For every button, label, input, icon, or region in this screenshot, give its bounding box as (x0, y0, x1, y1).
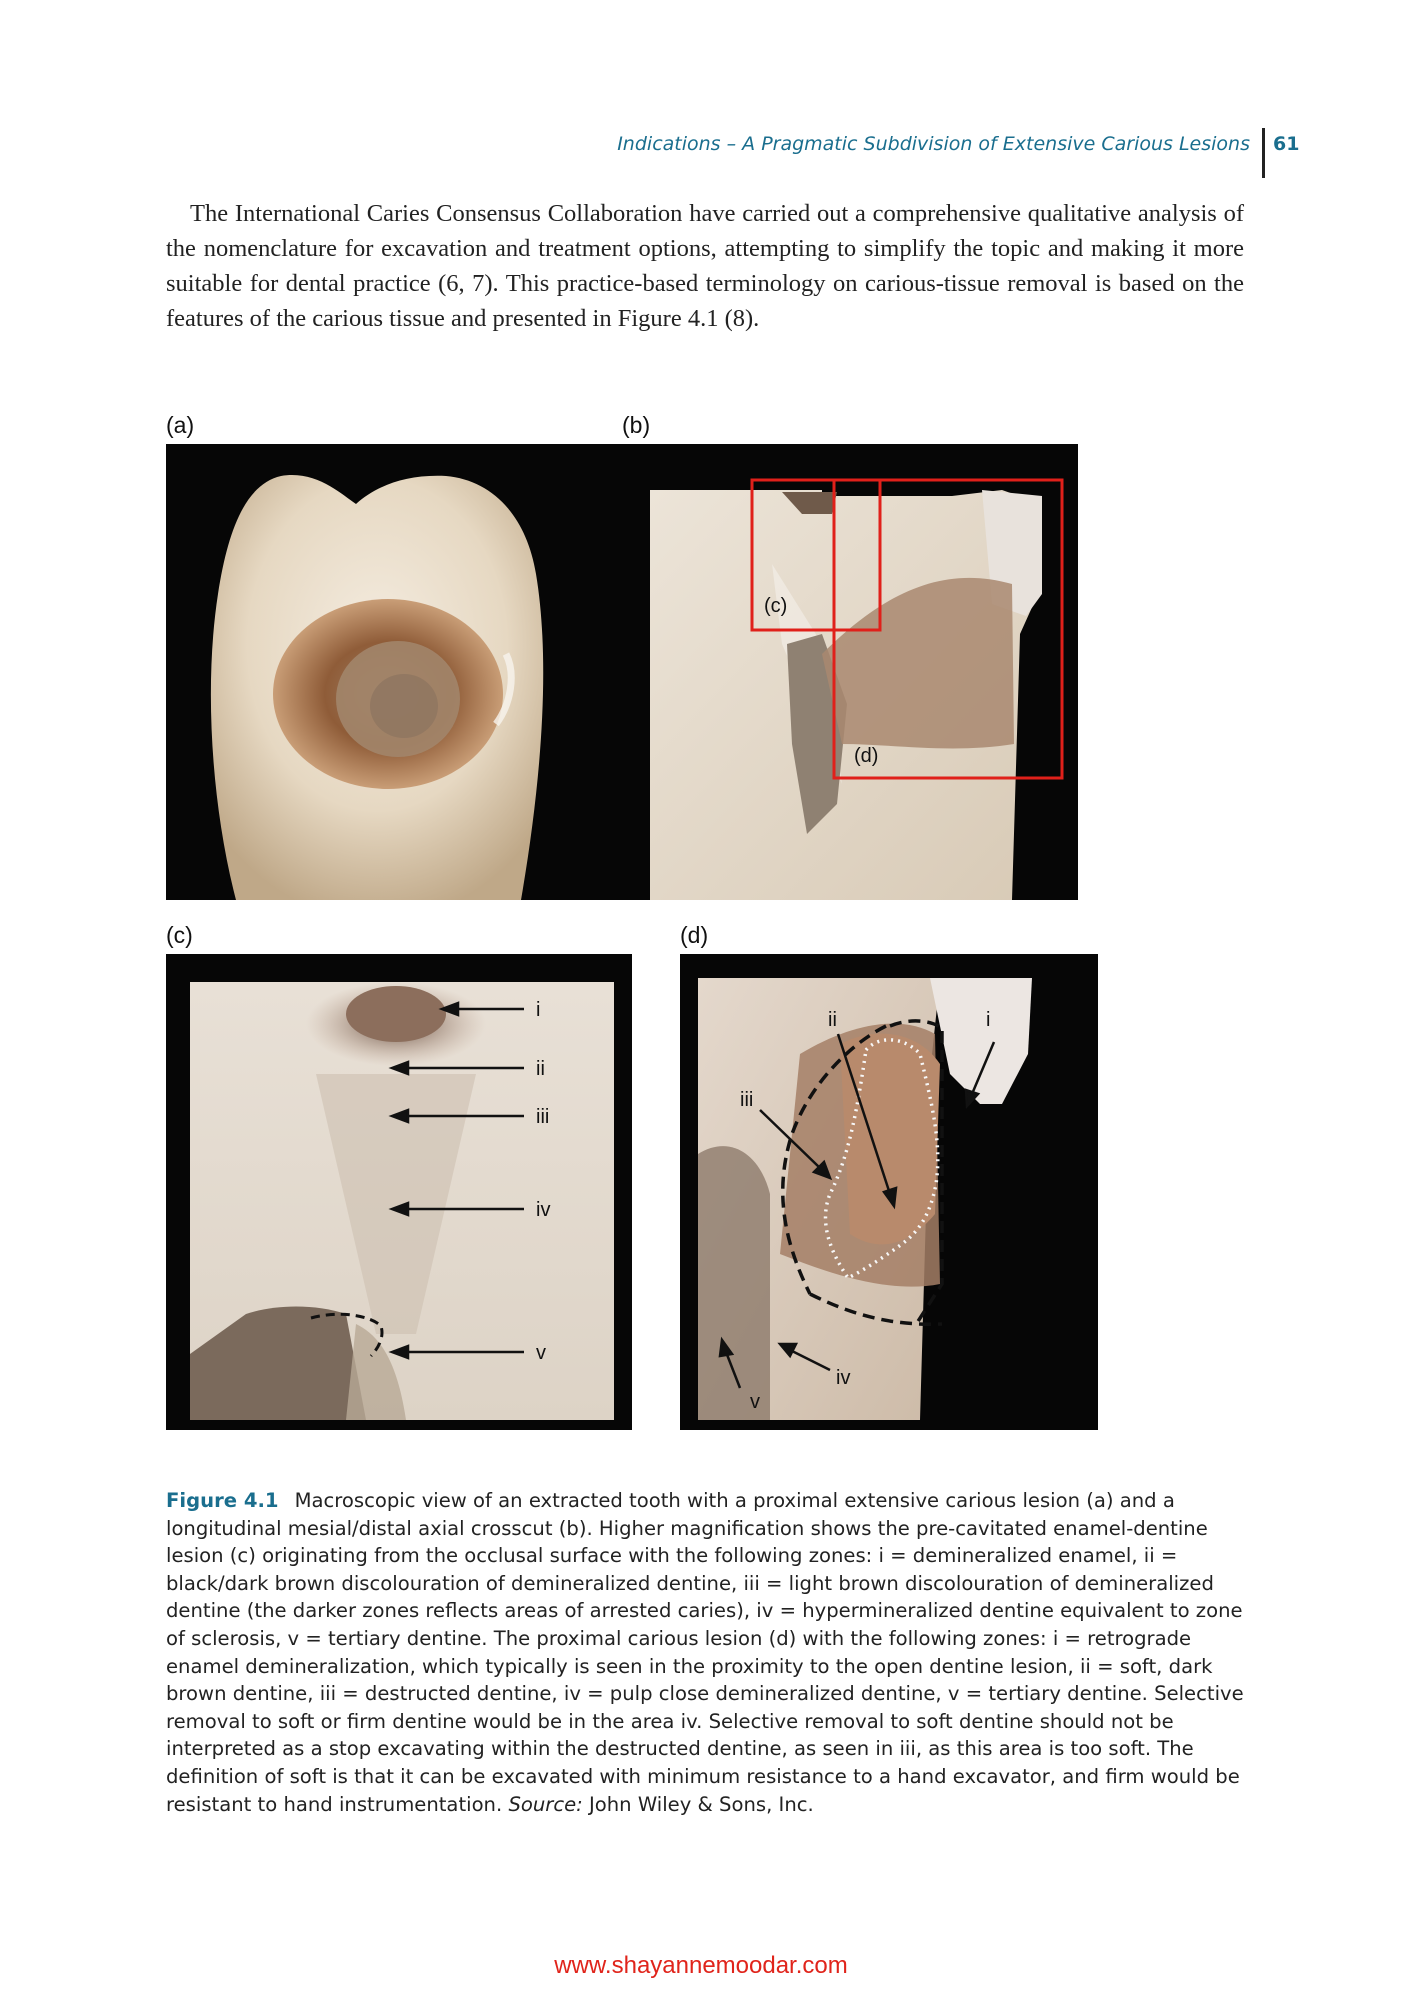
figure-number: Figure 4.1 (166, 1489, 279, 1512)
panel-d-zone-v: v (750, 1391, 760, 1413)
header-divider (1262, 128, 1265, 178)
panel-d-zone-iii: iii (740, 1089, 754, 1111)
panel-c-zone-iv: iv (536, 1199, 551, 1221)
page-number: 61 (1273, 133, 1300, 155)
panel-c-label: (c) (166, 922, 193, 948)
panel-b-box-c-label: (c) (764, 595, 788, 617)
caption-text: Macroscopic view of an extracted tooth with a proximal extensive carious lesion (a) and a longitudinal mesial/distal axial crosscut (b). Higher magnification shows the pre-cavitated enamel-dentine lesion (c) originating from the occlusal surface with the following zones: i = demineralized enamel, ii = black/dark brown discolouration of demineralized dentine, iii = light brown discolouration of demineralized dentine (the darker zones reflects areas of arrested caries), iv = hypermineralized dentine equivalent to zone of sclerosis, v = tertiary dentine. The proximal carious lesion (d) with the following zones: i = retrograde enamel demineralization, which typically is seen in the proximity to the open dentine lesion, ii = soft, dark brown dentine, iii = destructed dentine, iv = pulp close demineralized dentine, v = tertiary dentine. Selective removal to soft or firm dentine would be in the area iv. Selective removal to soft dentine should not be interpreted as a stop excavating within the destructed dentine, as seen in iii, as this area is too soft. The definition of soft is that it can be excavated with minimum resistance to a hand excavator, and firm would be resistant to hand instrumentation. (166, 1489, 1244, 1816)
footer-url[interactable]: www.shayannemoodar.com (554, 1952, 848, 1979)
caption-source-label: Source: (508, 1792, 583, 1816)
panel-a-label: (a) (166, 412, 195, 438)
panel-d-zone-i: i (986, 1009, 991, 1031)
panel-c-zone-ii: ii (536, 1058, 545, 1080)
panel-d-zone-iv: iv (836, 1367, 851, 1389)
panel-a-photo (166, 444, 624, 900)
panel-b-photo (622, 444, 1078, 900)
panel-d-photo (680, 954, 1098, 1430)
running-title: Indications – A Pragmatic Subdivision of Extensive Carious Lesions (617, 133, 1250, 155)
panel-c-zone-v: v (536, 1342, 546, 1364)
panel-c-zone-iii: iii (536, 1106, 550, 1128)
body-paragraph: The International Caries Consensus Collaboration have carried out a comprehensive qualitative analysis of the nomenclature for excavation and treatment options, attempting to simplify the topic and making it more suitable for dental practice (6, 7). This practice-based terminology on carious-tissue removal is based on the features of the carious tissue and presented in Figure 4.1 (8). (166, 200, 1244, 332)
panel-d-label: (d) (680, 922, 709, 948)
figure-caption (166, 1487, 1246, 1818)
panel-d-zone-ii: ii (828, 1009, 837, 1031)
panel-b-label: (b) (622, 412, 651, 438)
panel-b-box-d-label: (d) (854, 745, 879, 767)
caption-source-text: John Wiley & Sons, Inc. (589, 1792, 814, 1816)
panel-c-zone-i: i (536, 999, 541, 1021)
panel-c-photo (166, 954, 632, 1430)
